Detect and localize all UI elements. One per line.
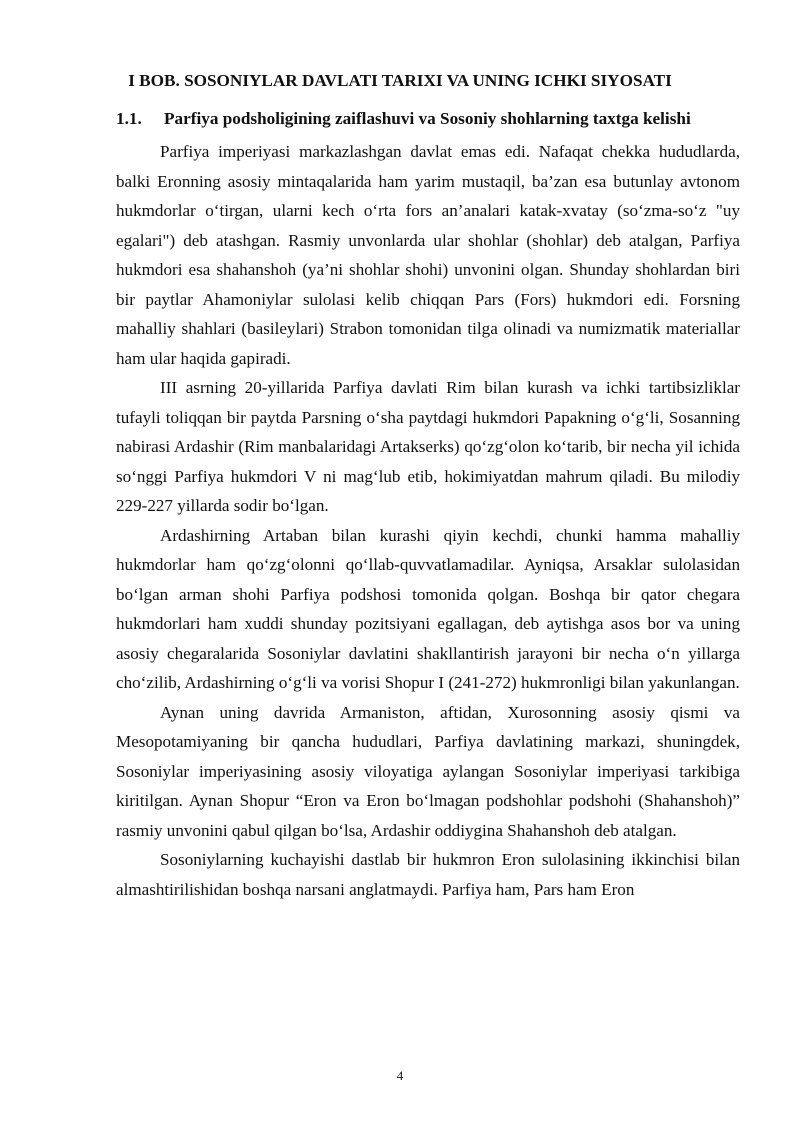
page-number: 4 bbox=[396, 1068, 404, 1083]
section-number: 1.1. bbox=[116, 109, 142, 128]
section-title: Parfiya podsholigining zaiflashuvi va Sosoniy shohlarning taxtga kelishi bbox=[164, 109, 691, 128]
body-text bbox=[116, 137, 740, 904]
paragraph: Ardashirning Artaban bilan kurashi qiyin kechdi, chunki hamma mahalliy hukmdorlar ham qo‘zg‘olonni qo‘llab-quvvatlamadilar. Ayniqsa, Arsaklar sulolasidan bo‘lgan arman shohi Parfiya podshosi tomonida qolgan. Boshqa bir qator chegara hukmdorlari ham xuddi shunday pozitsiyani egallagan, deb aytishga asos bor va uning asosiy chegaralarida Sosoniylar davlatini shakllantirish jarayoni bir necha o‘n yillarga cho‘zilib, Ardashirning o‘g‘li va vorisi Shopur I (241-272) hukmronligi bilan yakunlangan. bbox=[116, 525, 740, 692]
section-heading bbox=[116, 106, 742, 132]
chapter-title: I BOB. SOSONIYLAR DAVLATI TARIXI VA UNING ICHKI SIYOSATI bbox=[128, 71, 672, 90]
paragraph: Parfiya imperiyasi markazlashgan davlat emas edi. Nafaqat chekka hududlarda, balki Eronning asosiy mintaqalarida ham yarim mustaqil, ba’zan esa butunlay avtonom hukmdorlar o‘tirgan, ularni kech o‘rta fors an’analari katak-xvatay (so‘zma-so‘z "uy egalari") deb atashgan. Rasmiy unvonlarda ular shohlar (shohlar) deb atalgan, Parfiya hukmdori esa shahanshoh (ya’ni shohlar shohi) unvonini olgan. Shunday shohlardan biri bir paytlar Ahamoniylar sulolasi kelib chiqqan Pars (Fors) hukmdori edi. Forsning mahalliy shahlari (basileylari) Strabon tomonidan tilga olinadi va numizmatik materiallar ham ular haqida gapiradi. bbox=[116, 142, 740, 368]
paragraph: III asrning 20-yillarida Parfiya davlati Rim bilan kurash va ichki tartibsizliklar tufayli toliqqan bir paytda Parsning o‘sha paytdagi hukmdori Papakning o‘g‘li, Sosanning nabirasi Ardashir (Rim manbalaridagi Artakserks) qo‘zg‘olon ko‘tarib, bir necha yil ichida so‘nggi Parfiya hukmdori V ni mag‘lub etib, hokimiyatdan mahrum qiladi. Bu milodiy 229-227 yillarda sodir bo‘lgan. bbox=[116, 378, 740, 515]
paragraph: Sosoniylarning kuchayishi dastlab bir hukmron Eron sulolasining ikkinchisi bilan almashtirilishidan boshqa narsani anglatmaydi. Parfiya ham, Pars ham Eron bbox=[116, 850, 740, 899]
paragraph: Aynan uning davrida Armaniston, aftidan, Xurosonning asosiy qismi va Mesopotamiyaning bir qancha hududlari, Parfiya davlatining markazi, shuningdek, Sosoniylar imperiyasining asosiy viloyatiga aylangan Sosoniylar imperiyasi tarkibiga kiritilgan. Aynan Shopur “Eron va Eron bo‘lmagan podshohlar podshohi (Shahanshoh)” rasmiy unvonini qabul qilgan bo‘lsa, Ardashir oddiygina Shahanshoh deb atalgan. bbox=[116, 702, 740, 840]
